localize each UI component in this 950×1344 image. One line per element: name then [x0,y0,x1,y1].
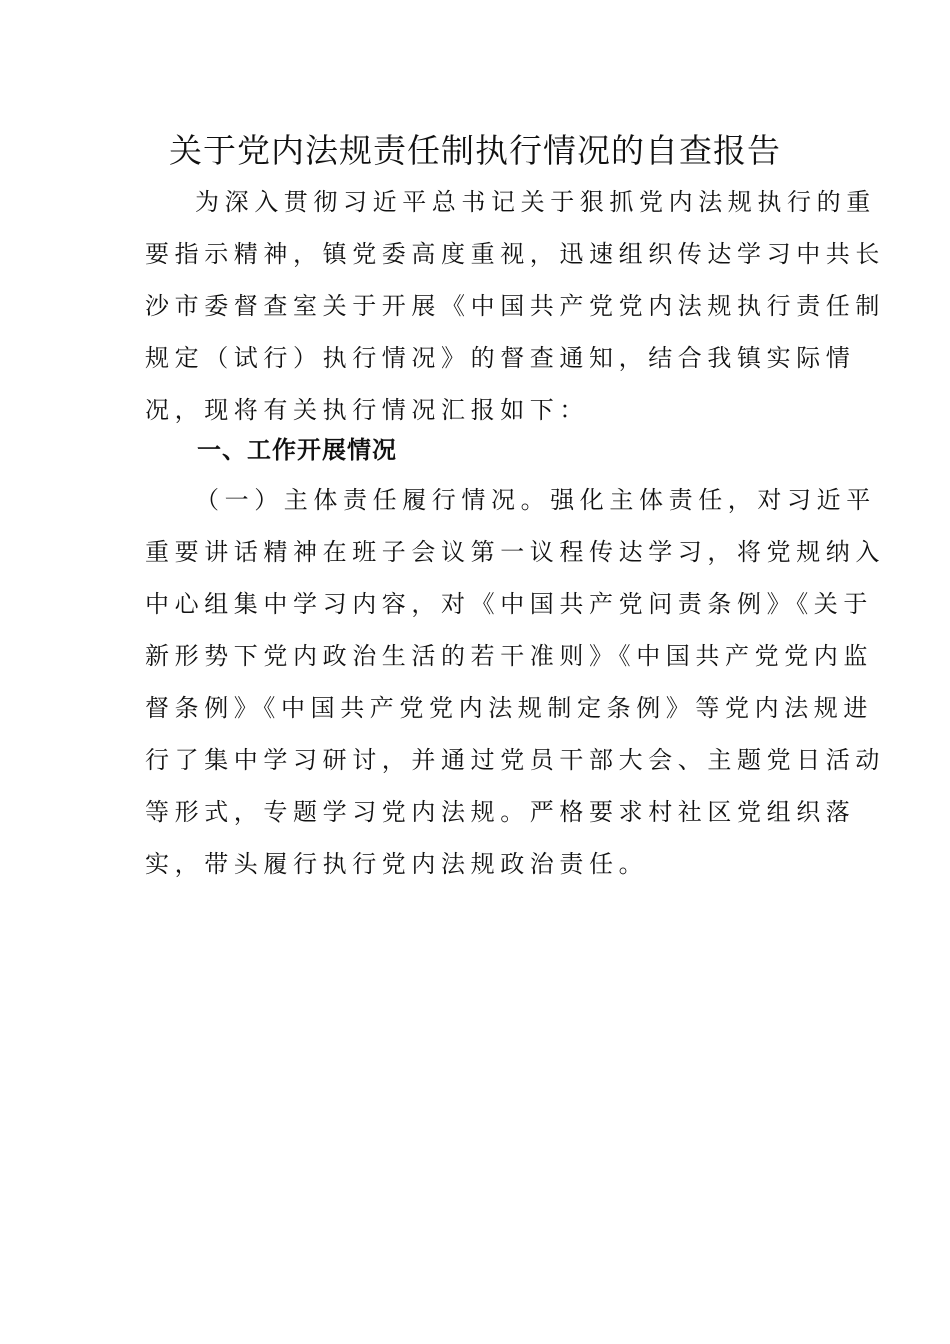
section-paragraph [145,474,885,890]
paragraph-line: 沙市委督查室关于开展《中国共产党党内法规执行责任制 [145,292,885,320]
paragraph-line: 督条例》《中国共产党党内法规制定条例》等党内法规进 [145,694,873,722]
section-heading: 一、工作开展情况 [197,436,397,464]
paragraph-line: （一）主体责任履行情况。强化主体责任，对习近平 [195,486,876,514]
paragraph-line: 等形式，专题学习党内法规。严格要求村社区党组织落 [145,798,856,826]
document-title: 关于党内法规责任制执行情况的自查报告 [169,131,781,170]
paragraph-line: 规定（试行）执行情况》的督查通知，结合我镇实际情 [145,344,856,372]
paragraph-line: 中心组集中学习内容，对《中国共产党问责条例》《关于 [145,590,873,618]
paragraph-line: 行了集中学习研讨，并通过党员干部大会、主题党日活动 [145,746,885,774]
paragraph-line: 况，现将有关执行情况汇报如下： [145,396,589,424]
paragraph-line: 重要讲话精神在班子会议第一议程传达学习，将党规纳入 [145,538,885,566]
paragraph-line: 为深入贯彻习近平总书记关于狠抓党内法规执行的重 [195,188,876,216]
paragraph-line: 新形势下党内政治生活的若干准则》《中国共产党党内监 [145,642,873,670]
intro-paragraph [145,176,885,436]
paragraph-line: 要指示精神，镇党委高度重视，迅速组织传达学习中共长 [145,240,885,268]
paragraph-line: 实，带头履行执行党内法规政治责任。 [145,850,649,878]
